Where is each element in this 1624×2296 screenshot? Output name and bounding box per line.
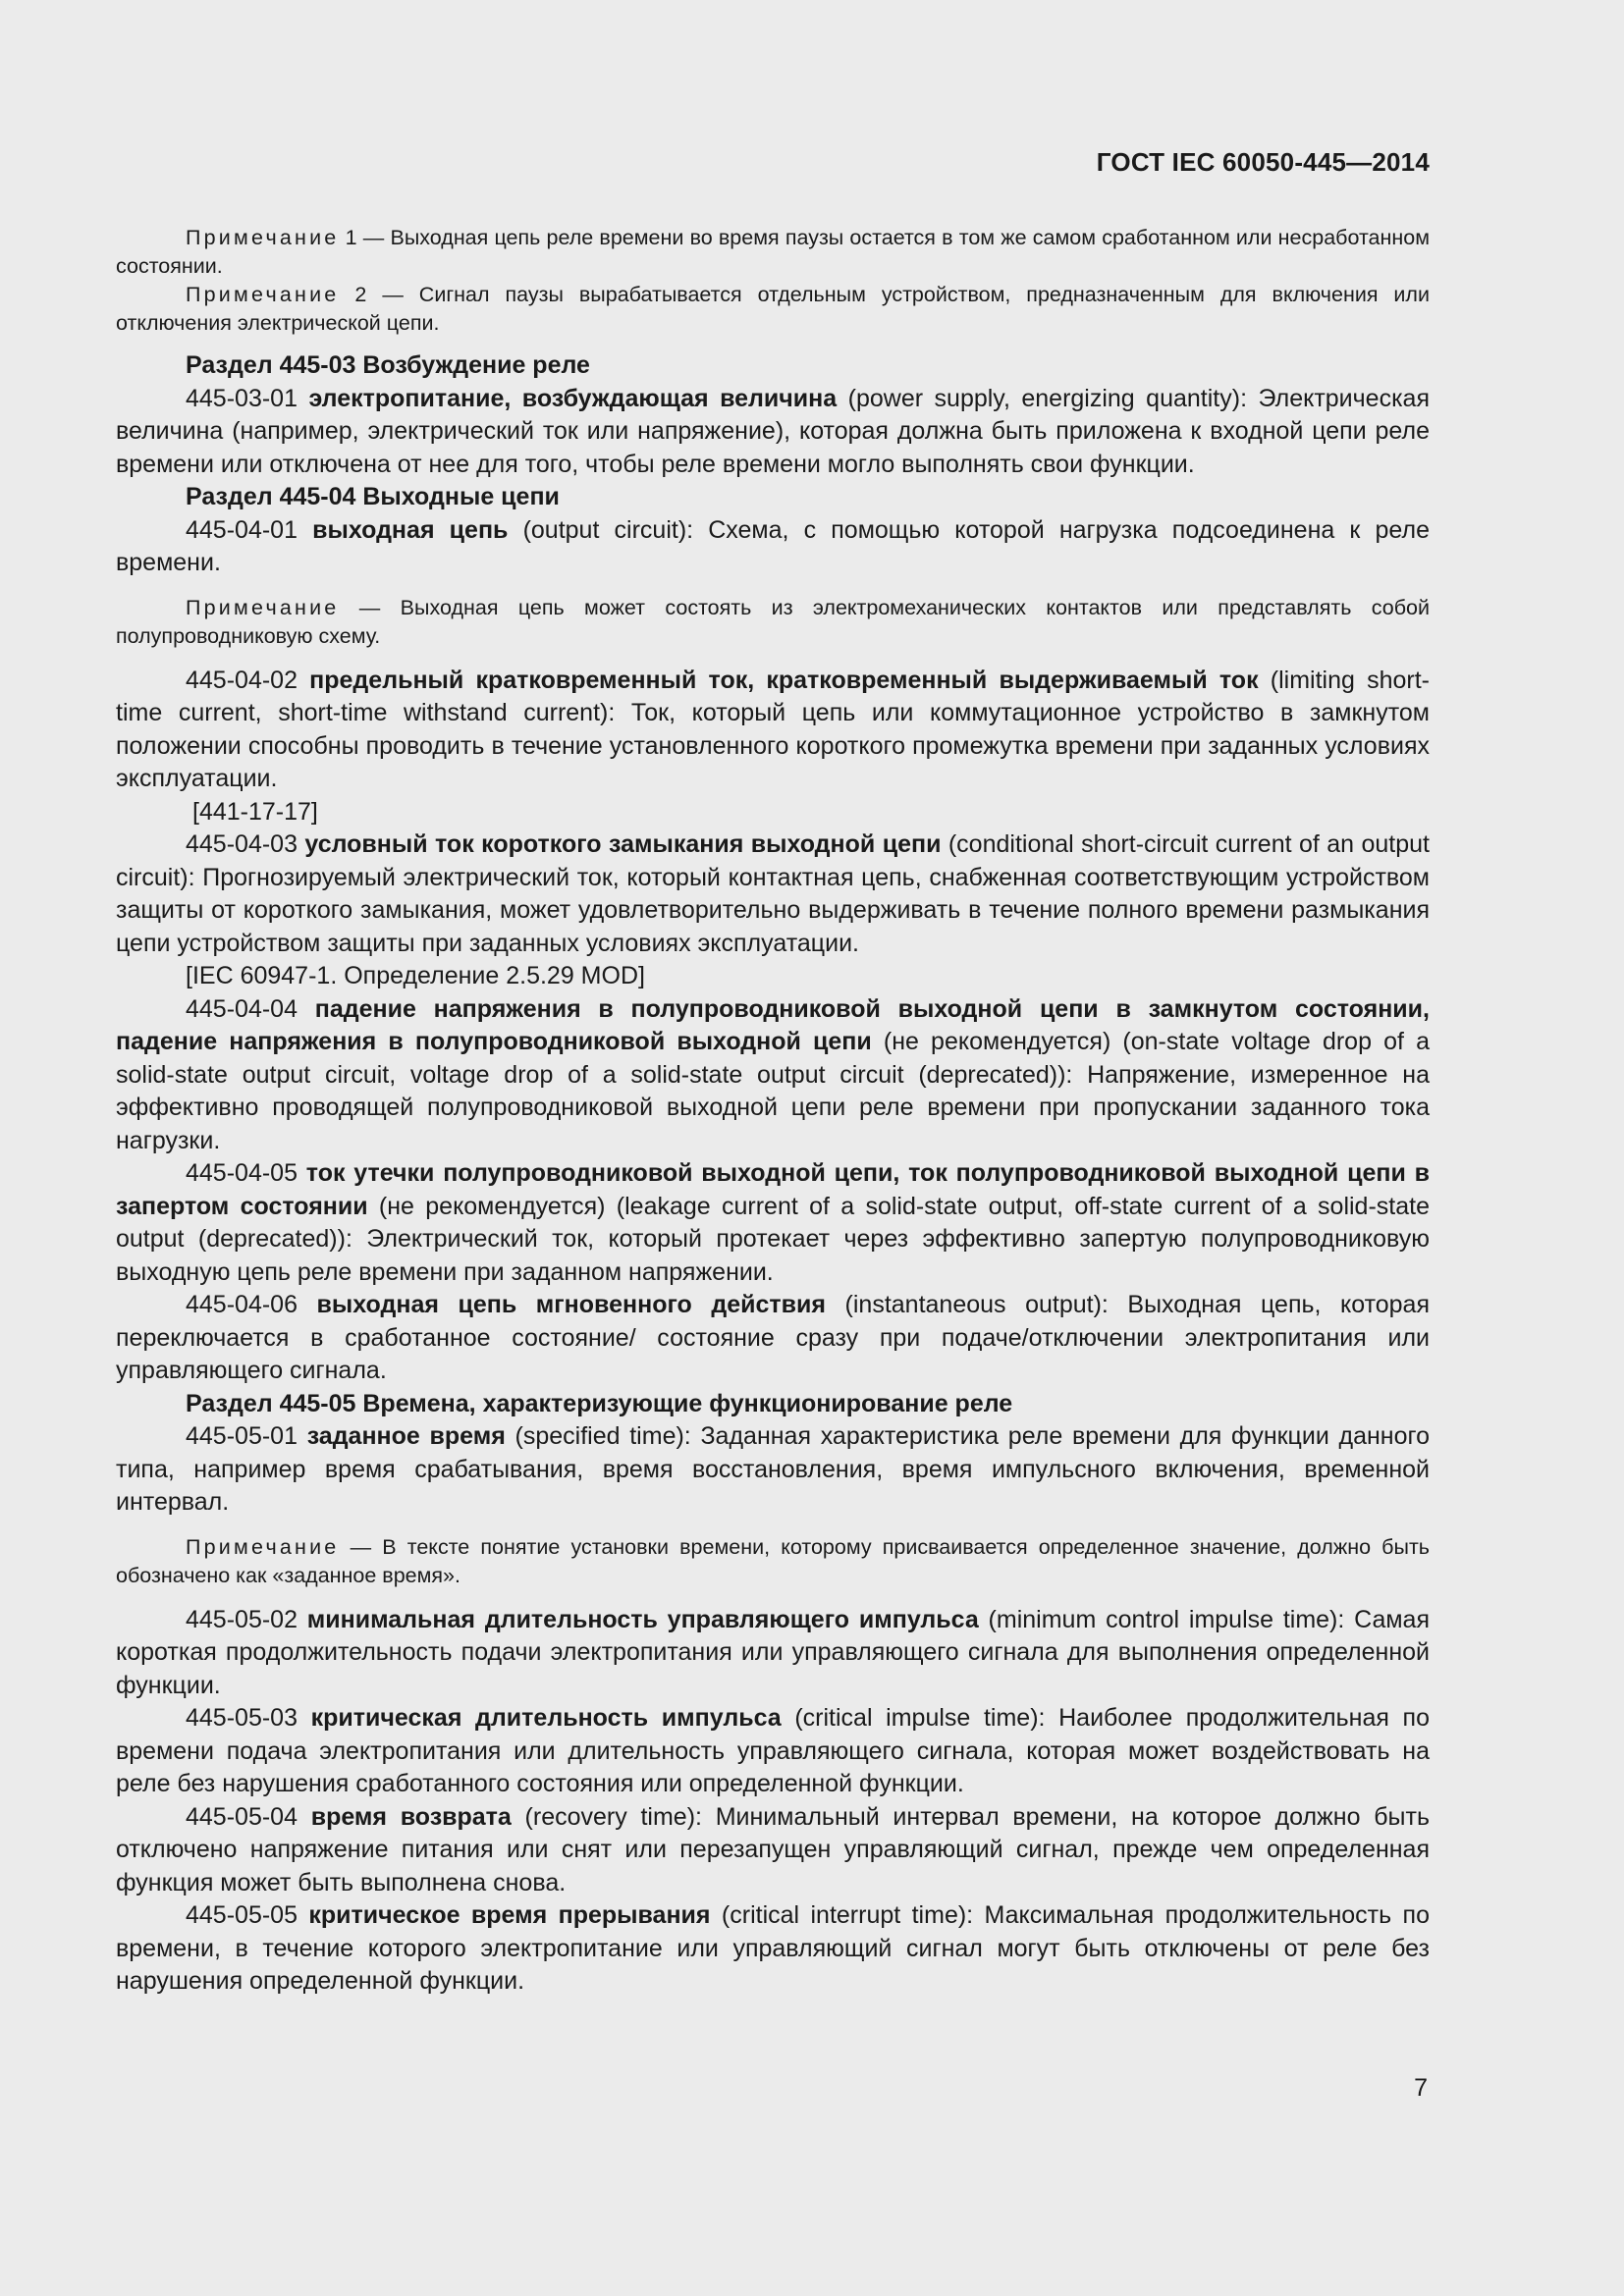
term-title: ток утечки полупроводниковой выходной цепи, ток полупроводниковой выходной цепи в запертом состоянии: [116, 1159, 1430, 1220]
term-445-03-01: 445-03-01 электропитание, возбуждающая величина (power supply, energizing quantity): Электрическая величина (например, электрический ток или напряжение), которая должна быть приложена к входной цепи реле времени или отключена от нее для того, чтобы реле времени могло выполнять свои функции.: [116, 384, 1430, 478]
note-label: Примечание: [186, 1534, 340, 1559]
term-445-04-04: 445-04-04 падение напряжения в полупроводниковой выходной цепи в замкнутом состоянии, падение напряжения в полупроводниковой выходной цепи (не рекомендуется) (on-state voltage drop of a solid-state output circuit, voltage drop of a solid-state output circuit (deprecated)): Напряжение, измеренное на эффективно проводящей полупроводниковой выходной цепи реле времени при пропускании заданного тока нагрузки.: [116, 994, 1430, 1154]
term-title: критическая длительность импульса: [310, 1704, 782, 1732]
term-title: выходная цепь мгновенного действия: [316, 1291, 826, 1318]
term-445-04-05: 445-04-05 ток утечки полупроводниковой выходной цепи, ток полупроводниковой выходной цепи в запертом состоянии (не рекомендуется) (leakage current of a solid-state output, off-state current of a solid-state output (deprecated)): Электрический ток, который протекает через эффективно запертую полупроводниковую выходную цепь реле времени при заданном напряжении.: [116, 1159, 1430, 1286]
term-title: выходная цепь: [312, 515, 509, 544]
note-1: Примечание 1 — Выходная цепь реле времени во время паузы остается в том же самом сработанном или несработанном состоянии.: [116, 226, 1431, 278]
reference-iec-60947-1: [IEC 60947-1. Определение 2.5.29 MOD]: [186, 962, 645, 989]
term-title: условный ток короткого замыкания выходной цепи: [304, 830, 942, 858]
term-title: падение напряжения в полупроводниковой выходной цепи в замкнутом состоянии, падение напряжения в полупроводниковой выходной цепи: [116, 994, 1430, 1055]
term-445-05-04: 445-05-04 время возврата (recovery time): Минимальный интервал времени, на которое должно быть отключено напряжение питания или снят или перезапущен управляющий сигнал, прежде чем определенная функция может быть выполнена снова.: [116, 1802, 1430, 1896]
term-title: критическое время прерывания: [308, 1901, 711, 1929]
page-content: [116, 224, 1430, 1999]
term-445-05-01: 445-05-01 заданное время (specified time): Заданная характеристика реле времени для функции данного типа, например время срабатывания, время восстановления, время импульсного включения, временной интервал.: [116, 1422, 1430, 1516]
term-445-05-03: 445-05-03 критическая длительность импульса (critical impulse time): Наиболее продолжительная по времени подача электропитания или длительность управляющего сигнала, которая может воздействовать на реле без нарушения сработанного состояния или определенной функции.: [116, 1704, 1430, 1797]
section-heading-445-03: Раздел 445-03 Возбуждение реле: [186, 351, 590, 379]
section-heading-445-04: Раздел 445-04 Выходные цепи: [186, 483, 560, 510]
term-445-04-01: 445-04-01 выходная цепь (output circuit): Схема, с помощью которой нагрузка подсоединена к реле времени.: [116, 515, 1430, 576]
term-title: минимальная длительность управляющего импульса: [306, 1605, 979, 1633]
term-445-04-02: 445-04-02 предельный кратковременный ток, кратковременный выдерживаемый ток (limiting short-time current, short-time withstand current): Ток, который цепь или коммутационное устройство в замкнутом положении способны проводить в течение установленного короткого промежутка времени при заданных условиях эксплуатации.: [116, 666, 1430, 792]
term-445-04-03: 445-04-03 условный ток короткого замыкания выходной цепи (conditional short-circuit current of an output circuit): Прогнозируемый электрический ток, который контактная цепь, снабженная соответствующим устройством защиты от короткого замыкания, может удовлетворительно выдерживать в течение полного времени размыкания цепи устройством защиты при заданных условиях эксплуатации.: [116, 830, 1430, 957]
note-label: Примечание: [186, 595, 340, 619]
term-title: предельный кратковременный ток, кратковременный выдерживаемый ток: [309, 666, 1259, 694]
term-title: заданное время: [306, 1422, 506, 1450]
note-label: Примечание: [186, 283, 340, 306]
page-number: 7: [1414, 2074, 1428, 2102]
document-code-header: ГОСТ IEC 60050-445—2014: [1096, 147, 1430, 177]
term-title: время возврата: [310, 1802, 512, 1831]
note-2: Примечание 2 — Сигнал паузы вырабатывается отдельным устройством, предназначенным для включения или отключения электрической цепи.: [116, 283, 1430, 335]
term-title: электропитание, возбуждающая величина: [308, 384, 838, 412]
reference-441-17-17: [441-17-17]: [192, 797, 318, 826]
note-4: Примечание — В тексте понятие установки времени, которому присваивается определенное значение, должно быть обозначено как «заданное время».: [116, 1534, 1430, 1587]
term-445-05-02: 445-05-02 минимальная длительность управляющего импульса (minimum control impulse time): Самая короткая продолжительность подачи электропитания или управляющего сигнала для выполнения определенной функции.: [116, 1605, 1430, 1699]
section-heading-445-05: Раздел 445-05 Времена, характеризующие функционирование реле: [186, 1389, 1013, 1417]
term-445-05-05: 445-05-05 критическое время прерывания (critical interrupt time): Максимальная продолжительность по времени, в течение которого электропитание или управляющий сигнал могут быть отключены от реле без нарушения определенной функции.: [116, 1901, 1430, 1995]
note-3: Примечание — Выходная цепь может состоять из электромеханических контактов или представлять собой полупроводниковую схему.: [116, 595, 1430, 648]
term-445-04-06: 445-04-06 выходная цепь мгновенного действия (instantaneous output): Выходная цепь, которая переключается в сработанное состояние/ состояние сразу при подаче/отключении электропитания или управляющего сигнала.: [116, 1291, 1430, 1384]
note-label: Примечание: [186, 226, 340, 249]
